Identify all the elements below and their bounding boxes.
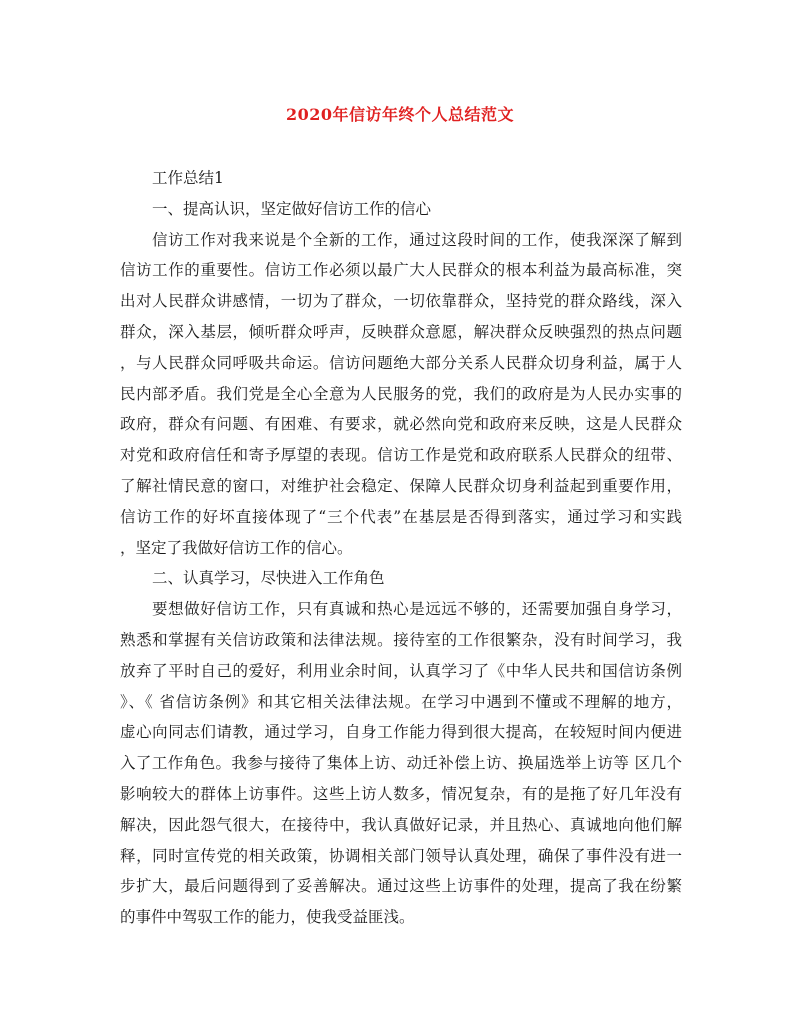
paragraph-line: 政府，群众有问题、有困难、有要求，就必然向党和政府来反映，这是人民群众 [120, 415, 682, 434]
paragraph-line: 了解社情民意的窗口，对维护社会稳定、保障人民群众切身利益起到重要作用， [120, 476, 682, 495]
paragraph-line: 信访工作对我来说是个全新的工作，通过这段时间的工作，使我深深了解到 [152, 230, 682, 249]
section-heading: 工作总结1 [152, 169, 224, 187]
paragraph-line: 信访工作的重要性。信访工作必须以最广大人民群众的根本利益为最高标准，突 [120, 261, 682, 280]
paragraph-line: 群众，深入基层，倾听群众呼声，反映群众意愿，解决群众反映强烈的热点问题 [120, 322, 682, 341]
document-body [120, 163, 682, 933]
paragraph-line: 信访工作的好坏直接体现了“三个代表”在基层是否得到落实，通过学习和实践 [120, 507, 682, 526]
paragraph-line: 》、《 省信访条例》和其它相关法律法规。在学习中遇到不懂或不理解的地方， [120, 692, 682, 711]
paragraph-line: 解决，因此怨气很大，在接待中，我认真做好记录，并且热心、真诚地向他们解 [120, 815, 682, 834]
section-heading: 二、认真学习，尽快进入工作角色 [152, 569, 385, 588]
paragraph-line: 熟悉和掌握有关信访政策和法律法规。接待室的工作很繁杂，没有时间学习，我 [120, 630, 682, 649]
paragraph-line: 虚心向同志们请教，通过学习，自身工作能力得到很大提高，在较短时间内便进 [120, 723, 682, 742]
document-title: 2020年信访年终个人总结范文 [285, 105, 515, 124]
paragraph-line: 民内部矛盾。我们党是全心全意为人民服务的党，我们的政府是为人民办实事的 [120, 384, 682, 403]
paragraph-line: 出对人民群众讲感情，一切为了群众，一切依靠群众，坚持党的群众路线，深入 [120, 292, 682, 311]
paragraph-line: ，坚定了我做好信访工作的信心。 [120, 538, 353, 557]
section-heading: 一、提高认识，坚定做好信访工作的信心 [152, 199, 432, 218]
paragraph-line: 影响较大的群体上访事件。这些上访人数多，情况复杂，有的是拖了好几年没有 [120, 784, 682, 803]
paragraph-line: 放弃了平时自己的爱好，利用业余时间，认真学习了《中华人民共和国信访条例 [120, 661, 682, 680]
paragraph-line: 要想做好信访工作，只有真诚和热心是远远不够的，还需要加强自身学习， [152, 600, 682, 619]
paragraph-line: 释，同时宣传党的相关政策，协调相关部门领导认真处理，确保了事件没有进一 [120, 846, 682, 865]
paragraph-line: 的事件中驾驭工作的能力，使我受益匪浅。 [120, 908, 415, 927]
paragraph-line: 对党和政府信任和寄予厚望的表现。信访工作是党和政府联系人民群众的纽带、 [120, 446, 682, 465]
paragraph-line: ，与人民群众同呼吸共命运。信访问题绝大部分关系人民群众切身利益，属于人 [120, 353, 682, 372]
paragraph-line: 步扩大，最后问题得到了妥善解决。通过这些上访事件的处理，提高了我在纷繁 [120, 877, 682, 896]
paragraph-line: 入了工作角色。我参与接待了集体上访、动迁补偿上访、换届选举上访等 区几个 [120, 754, 682, 773]
